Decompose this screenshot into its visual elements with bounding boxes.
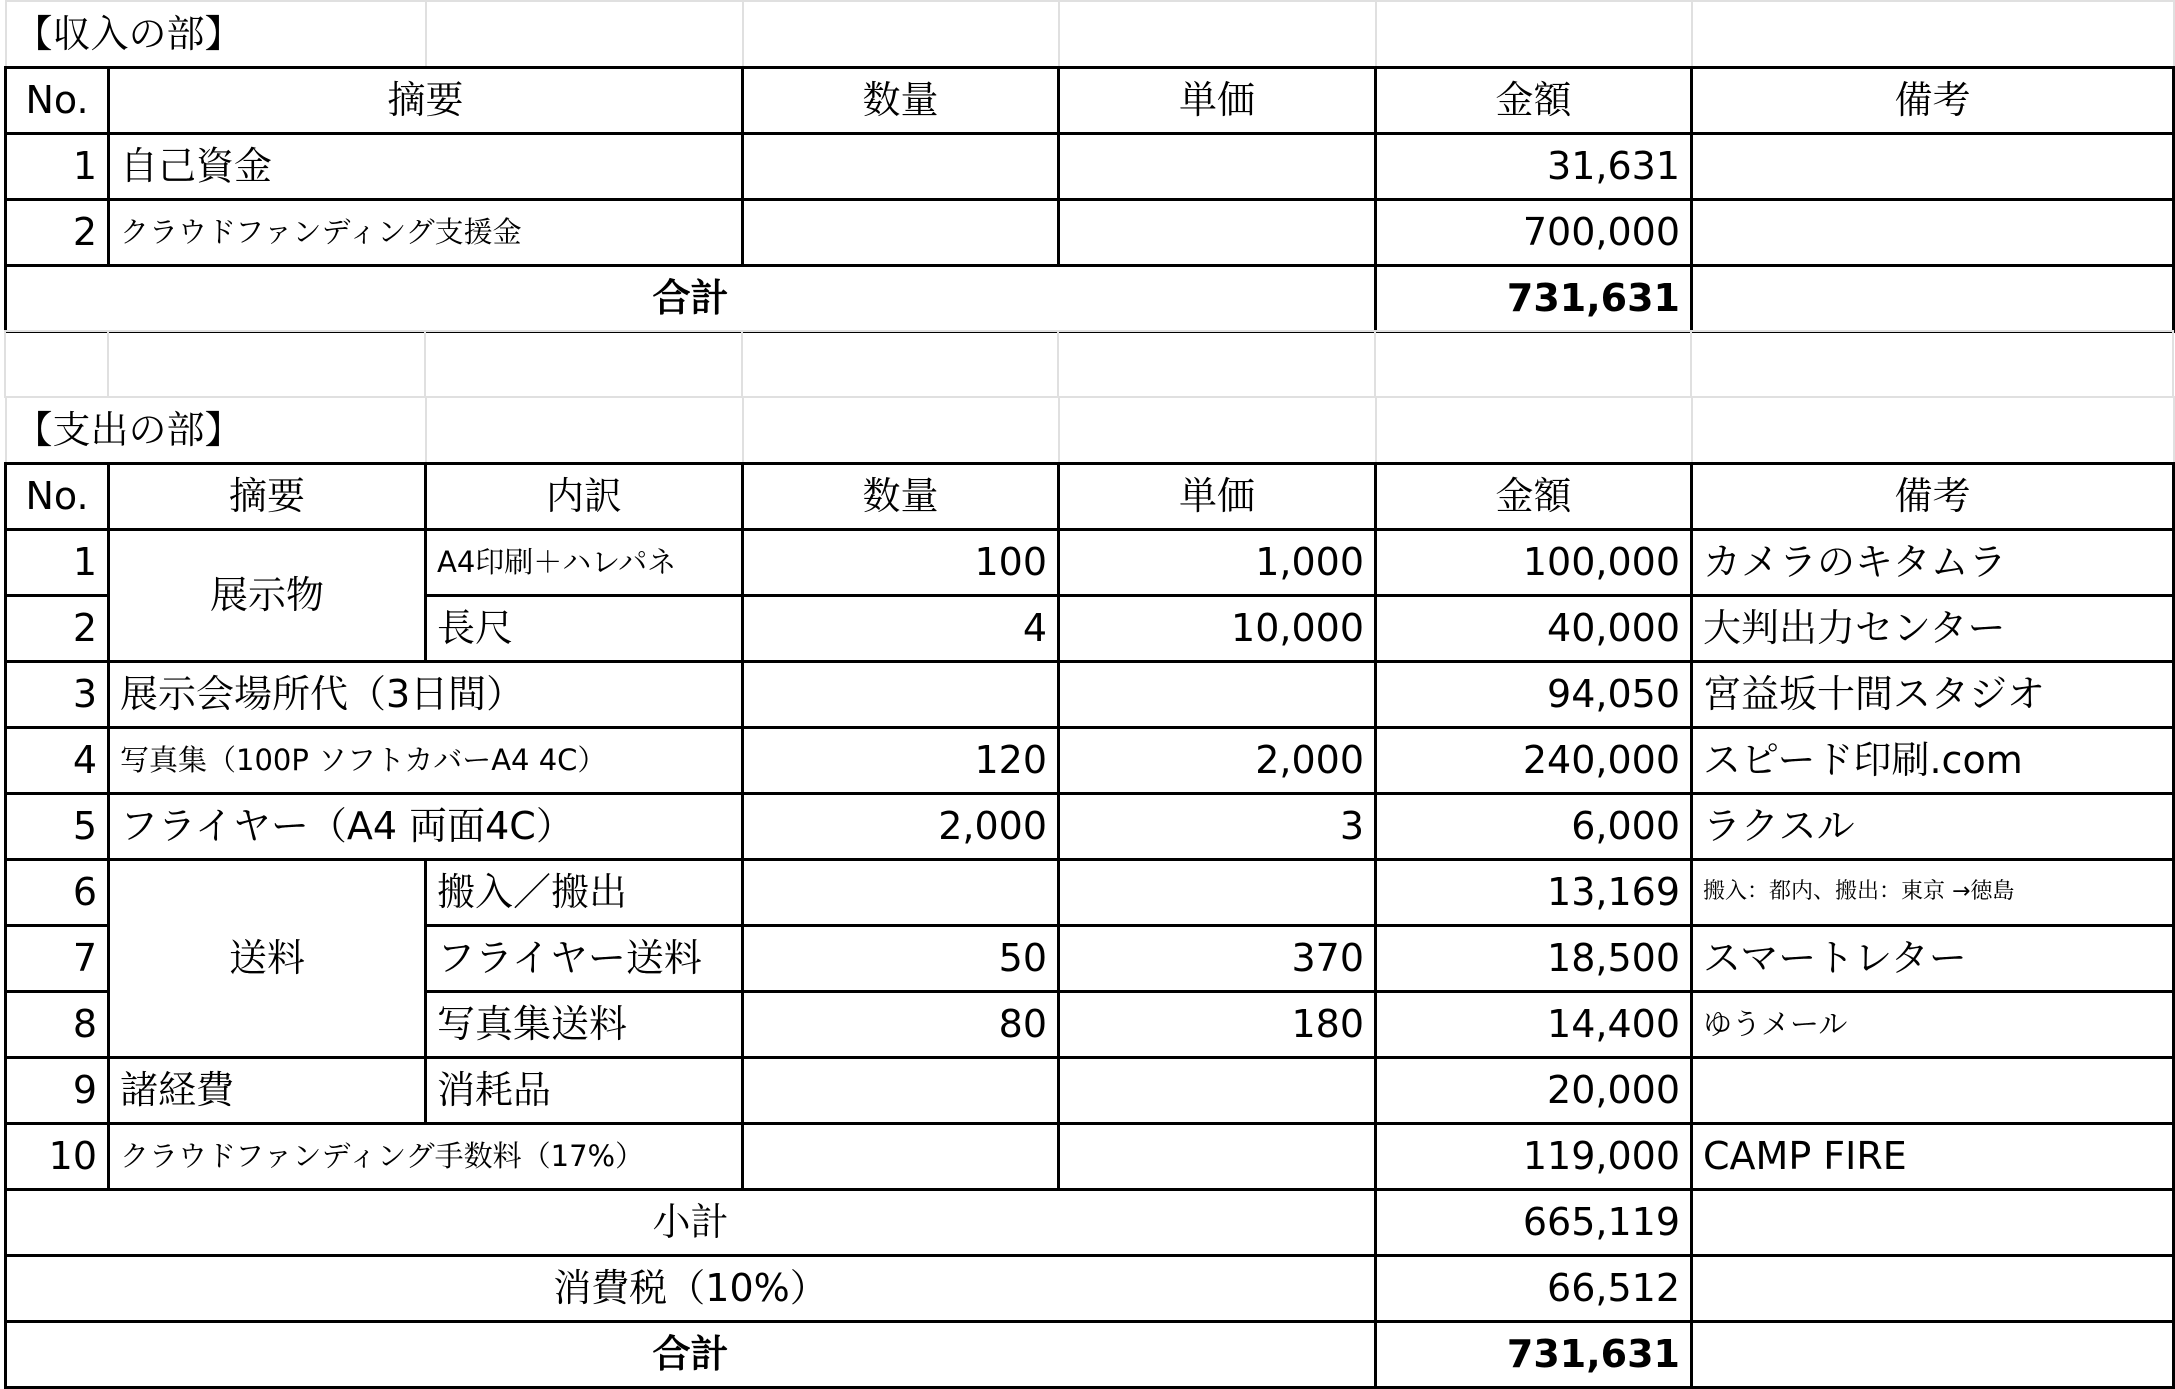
row-note	[1692, 133, 2174, 199]
header-amount: 金額	[1376, 67, 1692, 133]
row-amount: 13,169	[1376, 859, 1692, 925]
row-amount: 240,000	[1376, 727, 1692, 793]
row-amount: 40,000	[1376, 595, 1692, 661]
income-section-title: 【収入の部】	[6, 1, 109, 67]
row-note: 搬入：都内、搬出：東京 →徳島	[1692, 859, 2174, 925]
row-note: カメラのキタムラ	[1692, 529, 2174, 595]
row-note	[1692, 199, 2174, 265]
row-qty: 80	[743, 991, 1059, 1057]
row-desc: 展示会場所代（3日間）	[109, 661, 743, 727]
row-detail: 消耗品	[426, 1057, 743, 1123]
row-detail: A4印刷＋ハレパネ	[426, 529, 743, 595]
row-amount: 94,050	[1376, 661, 1692, 727]
row-qty	[743, 1057, 1059, 1123]
header-note: 備考	[1692, 67, 2174, 133]
header-amount: 金額	[1376, 463, 1692, 529]
row-qty: 100	[743, 529, 1059, 595]
row-price: 3	[1059, 793, 1376, 859]
row-note: ラクスル	[1692, 793, 2174, 859]
row-price	[1059, 1123, 1376, 1189]
subtotal-label: 小計	[6, 1189, 1376, 1255]
row-desc: クラウドファンディング支援金	[109, 199, 743, 265]
expense-tax-row	[6, 1255, 2174, 1321]
row-no: 3	[6, 661, 109, 727]
table-row	[6, 727, 2174, 793]
row-price	[1059, 133, 1376, 199]
table-row	[6, 133, 2174, 199]
row-note: 宮益坂十間スタジオ	[1692, 661, 2174, 727]
expense-table	[4, 396, 2175, 1389]
row-note: スピード印刷.com	[1692, 727, 2174, 793]
row-price: 180	[1059, 991, 1376, 1057]
header-price: 単価	[1059, 67, 1376, 133]
row-amount: 18,500	[1376, 925, 1692, 991]
table-row	[6, 529, 2174, 595]
row-price	[1059, 199, 1376, 265]
row-no: 6	[6, 859, 109, 925]
header-detail: 内訳	[426, 463, 743, 529]
row-amount: 119,000	[1376, 1123, 1692, 1189]
row-desc: クラウドファンディング手数料（17%）	[109, 1123, 743, 1189]
row-qty: 50	[743, 925, 1059, 991]
row-qty	[743, 199, 1059, 265]
table-row	[6, 1057, 2174, 1123]
row-desc: 展示物	[109, 529, 426, 661]
row-amount: 100,000	[1376, 529, 1692, 595]
row-amount: 700,000	[1376, 199, 1692, 265]
row-price: 370	[1059, 925, 1376, 991]
row-no: 1	[6, 133, 109, 199]
income-total-row	[6, 265, 2174, 331]
table-row	[6, 661, 2174, 727]
row-qty: 2,000	[743, 793, 1059, 859]
tax-label: 消費税（10%）	[6, 1255, 1376, 1321]
row-no: 10	[6, 1123, 109, 1189]
header-qty: 数量	[743, 463, 1059, 529]
row-no: 2	[6, 595, 109, 661]
row-price	[1059, 1057, 1376, 1123]
row-price	[1059, 661, 1376, 727]
row-desc: 送料	[109, 859, 426, 1057]
row-qty	[743, 661, 1059, 727]
row-qty	[743, 859, 1059, 925]
expense-subtotal-row	[6, 1189, 2174, 1255]
row-price: 2,000	[1059, 727, 1376, 793]
header-note: 備考	[1692, 463, 2174, 529]
expense-header-row	[6, 463, 2174, 529]
table-row	[6, 199, 2174, 265]
row-desc: 写真集（100P ソフトカバーA4 4C）	[109, 727, 743, 793]
income-total-label: 合計	[6, 265, 1376, 331]
table-row	[6, 859, 2174, 925]
row-no: 4	[6, 727, 109, 793]
header-no: No.	[6, 463, 109, 529]
row-desc: 諸経費	[109, 1057, 426, 1123]
expense-section-title: 【支出の部】	[6, 397, 109, 463]
header-qty: 数量	[743, 67, 1059, 133]
row-note: スマートレター	[1692, 925, 2174, 991]
row-note: ゆうメール	[1692, 991, 2174, 1057]
row-desc: 自己資金	[109, 133, 743, 199]
row-qty	[743, 133, 1059, 199]
row-no: 5	[6, 793, 109, 859]
row-price: 1,000	[1059, 529, 1376, 595]
expense-section-title-row	[6, 397, 2174, 463]
row-no: 1	[6, 529, 109, 595]
row-qty: 4	[743, 595, 1059, 661]
row-detail: フライヤー送料	[426, 925, 743, 991]
row-amount: 6,000	[1376, 793, 1692, 859]
income-header-row	[6, 67, 2174, 133]
row-desc: フライヤー（A4 両面4C）	[109, 793, 743, 859]
expense-total-row	[6, 1321, 2174, 1387]
table-row	[6, 1123, 2174, 1189]
row-amount: 20,000	[1376, 1057, 1692, 1123]
row-detail: 写真集送料	[426, 991, 743, 1057]
row-price: 10,000	[1059, 595, 1376, 661]
income-table	[4, 0, 2175, 333]
spacer-row	[4, 330, 2174, 398]
row-no: 9	[6, 1057, 109, 1123]
row-no: 8	[6, 991, 109, 1057]
income-total-amount: 731,631	[1376, 265, 1692, 331]
row-qty: 120	[743, 727, 1059, 793]
row-price	[1059, 859, 1376, 925]
header-desc: 摘要	[109, 67, 743, 133]
row-qty	[743, 1123, 1059, 1189]
tax-amount: 66,512	[1376, 1255, 1692, 1321]
income-section-title-row	[6, 1, 2174, 67]
row-detail: 搬入／搬出	[426, 859, 743, 925]
row-note: 大判出力センター	[1692, 595, 2174, 661]
row-detail: 長尺	[426, 595, 743, 661]
row-no: 2	[6, 199, 109, 265]
header-no: No.	[6, 67, 109, 133]
row-amount: 14,400	[1376, 991, 1692, 1057]
row-no: 7	[6, 925, 109, 991]
expense-total-label: 合計	[6, 1321, 1376, 1387]
header-desc: 摘要	[109, 463, 426, 529]
expense-total-amount: 731,631	[1376, 1321, 1692, 1387]
row-note	[1692, 1057, 2174, 1123]
row-note: CAMP FIRE	[1692, 1123, 2174, 1189]
table-row	[6, 793, 2174, 859]
row-amount: 31,631	[1376, 133, 1692, 199]
subtotal-amount: 665,119	[1376, 1189, 1692, 1255]
header-price: 単価	[1059, 463, 1376, 529]
